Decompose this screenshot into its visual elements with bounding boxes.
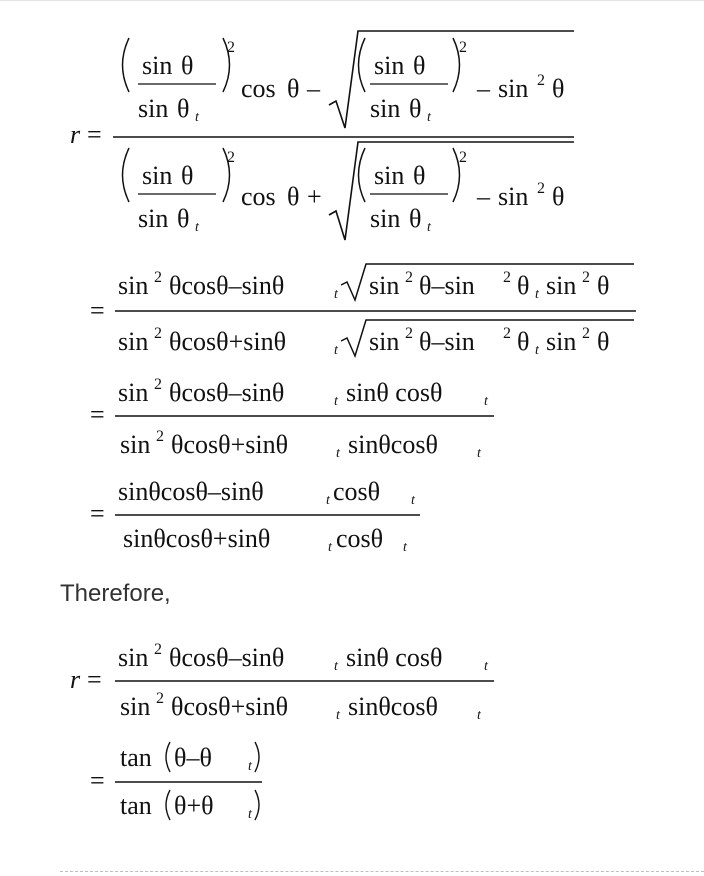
sin-text: sin xyxy=(370,204,401,233)
subscript-t: t xyxy=(326,493,330,508)
left-paren xyxy=(123,148,130,202)
denominator-term: sinθcosθ+sinθ xyxy=(123,524,271,553)
numerator-term: θcosθ–sinθ xyxy=(169,643,285,672)
left-paren xyxy=(123,38,130,92)
equation-block-result xyxy=(0,636,704,836)
subscript-t: t xyxy=(336,708,340,723)
tan-text: tan xyxy=(120,791,152,820)
subscript-t: t xyxy=(477,708,481,723)
exponent-2: 2 xyxy=(459,39,467,56)
cos-text: cos xyxy=(241,74,276,103)
sin-text: sin xyxy=(118,327,149,356)
equals-sign: = xyxy=(87,665,102,694)
denominator-term: θcosθ+sinθ xyxy=(169,327,287,356)
exponent-2: 2 xyxy=(227,39,235,56)
left-paren xyxy=(166,742,170,772)
sin-text: sin xyxy=(142,51,173,80)
theta-symbol: θ xyxy=(181,161,194,190)
equation-step-3 xyxy=(0,368,704,468)
subscript-t: t xyxy=(403,540,407,555)
exponent-2: 2 xyxy=(156,690,164,707)
subscript-t: t xyxy=(411,493,415,508)
theta-symbol: θ xyxy=(287,182,300,211)
subscript-t: t xyxy=(328,540,332,555)
theta-symbol: θ xyxy=(177,204,190,233)
theta-symbol: θ xyxy=(413,51,426,80)
sin-text: sin xyxy=(369,327,400,356)
exponent-2: 2 xyxy=(154,641,162,658)
equation-step-2 xyxy=(0,255,704,365)
sin-text: sin xyxy=(498,182,529,211)
sin-text: sin xyxy=(138,204,169,233)
exponent-2: 2 xyxy=(537,72,545,89)
exponent-2: 2 xyxy=(537,180,545,197)
sin-text: sin xyxy=(374,161,405,190)
exponent-2: 2 xyxy=(154,325,162,342)
numerator-term: sinθ cosθ xyxy=(346,643,443,672)
subscript-t: t xyxy=(427,110,431,125)
exponent-2: 2 xyxy=(503,269,511,286)
right-paren xyxy=(255,790,259,820)
tan-argument: θ+θ xyxy=(174,791,214,820)
subscript-t: t xyxy=(477,446,481,461)
exponent-2: 2 xyxy=(405,269,413,286)
main-numerator xyxy=(123,31,575,128)
tan-text: tan xyxy=(120,743,152,772)
sin-text: sin xyxy=(118,643,149,672)
theta-symbol: θ xyxy=(552,182,565,211)
cos-text: cos xyxy=(241,182,276,211)
sin-text: sin xyxy=(120,692,151,721)
main-denominator xyxy=(123,142,575,240)
sin-text: sin xyxy=(142,161,173,190)
plus-sign: + xyxy=(307,182,322,211)
theta-symbol: θ xyxy=(517,327,530,356)
lhs-variable: r xyxy=(70,665,81,694)
equals-sign: = xyxy=(87,120,102,149)
sin-text: sin xyxy=(546,271,577,300)
sin-text: sin xyxy=(120,430,151,459)
equation-step-4 xyxy=(0,466,704,566)
exponent-2: 2 xyxy=(156,428,164,445)
theta-symbol: θ xyxy=(409,204,422,233)
left-paren xyxy=(359,38,366,92)
numerator-term: θcosθ–sinθ xyxy=(169,378,285,407)
sin-text: sin xyxy=(369,271,400,300)
exponent-2: 2 xyxy=(227,149,235,166)
sin-text: sin xyxy=(138,94,169,123)
exponent-2: 2 xyxy=(459,149,467,166)
subscript-t: t xyxy=(427,220,431,235)
tan-denominator xyxy=(120,790,259,822)
numerator xyxy=(118,376,489,409)
denominator-term: θcosθ+sinθ xyxy=(171,430,289,459)
subscript-t: t xyxy=(336,446,340,461)
radicand-term: θ–sin xyxy=(419,327,475,356)
denominator xyxy=(118,320,634,358)
theta-symbol: θ xyxy=(413,161,426,190)
subscript-t: t xyxy=(195,220,199,235)
denominator-term: sinθcosθ xyxy=(348,430,438,459)
sin-text: sin xyxy=(118,378,149,407)
subscript-t: t xyxy=(195,110,199,125)
numerator-term: sinθ cosθ xyxy=(346,378,443,407)
equals-sign: = xyxy=(90,296,105,325)
numerator-term: cosθ xyxy=(333,477,381,506)
exponent-2: 2 xyxy=(503,325,511,342)
exponent-2: 2 xyxy=(154,376,162,393)
subscript-t: t xyxy=(484,394,488,409)
sin-text: sin xyxy=(374,51,405,80)
subscript-t: t xyxy=(248,807,252,822)
sin-text: sin xyxy=(118,271,149,300)
subscript-t: t xyxy=(248,759,252,774)
equals-sign: = xyxy=(90,499,105,528)
subscript-t: t xyxy=(334,394,338,409)
subscript-t: t xyxy=(535,287,539,302)
tan-argument: θ–θ xyxy=(174,743,212,772)
sin-text: sin xyxy=(498,74,529,103)
theta-symbol: θ xyxy=(181,51,194,80)
denominator-term: sinθcosθ xyxy=(348,692,438,721)
bottom-divider xyxy=(60,871,704,872)
numerator-term: θcosθ–sinθ xyxy=(169,271,285,300)
lhs-variable: r xyxy=(70,120,81,149)
denominator-term: θcosθ+sinθ xyxy=(171,692,289,721)
theta-symbol: θ xyxy=(517,271,530,300)
denominator xyxy=(120,428,482,461)
subscript-t: t xyxy=(484,659,488,674)
minus-sign: – xyxy=(477,182,490,211)
theta-symbol: θ xyxy=(287,74,300,103)
numerator xyxy=(118,641,489,674)
equals-sign: = xyxy=(90,766,105,795)
subscript-t: t xyxy=(334,659,338,674)
theta-symbol: θ xyxy=(597,271,610,300)
numerator xyxy=(118,477,416,508)
denominator xyxy=(123,524,408,555)
numerator-term: sinθcosθ–sinθ xyxy=(118,477,264,506)
sin-text: sin xyxy=(546,327,577,356)
minus-sign: – xyxy=(307,74,320,103)
left-paren xyxy=(359,148,366,202)
exponent-2: 2 xyxy=(582,269,590,286)
left-paren xyxy=(166,790,170,820)
sin-text: sin xyxy=(370,94,401,123)
equals-sign: = xyxy=(90,400,105,429)
denominator-term: cosθ xyxy=(336,524,384,553)
theta-symbol: θ xyxy=(597,327,610,356)
subscript-t: t xyxy=(535,343,539,358)
subscript-t: t xyxy=(334,343,338,358)
minus-sign: – xyxy=(477,74,490,103)
equation-block-derivation xyxy=(0,0,704,250)
subscript-t: t xyxy=(334,287,338,302)
theta-symbol: θ xyxy=(177,94,190,123)
radicand-term: θ–sin xyxy=(419,271,475,300)
therefore-text: Therefore, xyxy=(60,580,171,607)
theta-symbol: θ xyxy=(409,94,422,123)
denominator xyxy=(120,690,482,723)
right-paren xyxy=(255,742,259,772)
exponent-2: 2 xyxy=(154,269,162,286)
theta-symbol: θ xyxy=(552,74,565,103)
numerator xyxy=(118,264,634,302)
exponent-2: 2 xyxy=(582,325,590,342)
exponent-2: 2 xyxy=(405,325,413,342)
tan-numerator xyxy=(120,742,259,774)
